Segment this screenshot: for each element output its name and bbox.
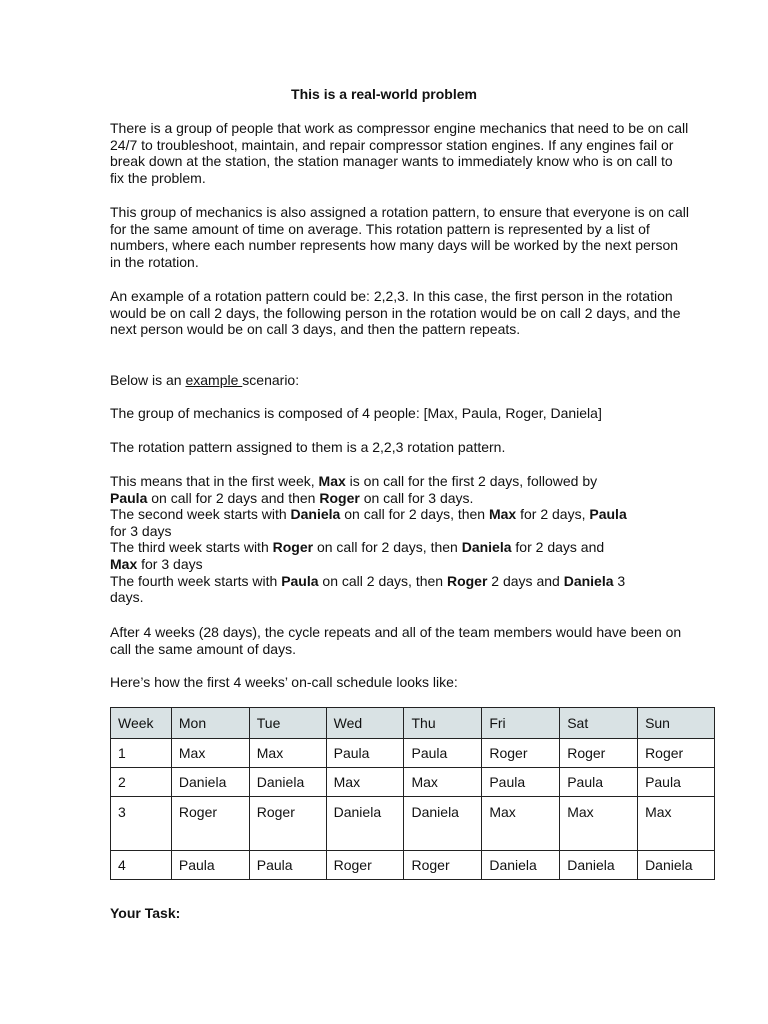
table-cell: Daniela (482, 851, 560, 880)
table-cell: Daniela (249, 768, 326, 797)
week3-desc: The third week starts with Roger on call for 2 days, then Daniela for 2 days and Max for 3 days (110, 539, 605, 572)
header-cell: Mon (171, 708, 249, 739)
table-cell: 4 (111, 851, 172, 880)
schedule-intro: Here’s how the first 4 weeks’ on-call schedule looks like: (110, 674, 458, 690)
header-cell: Sun (638, 708, 715, 739)
weeks-description (110, 473, 630, 606)
group-paragraph: The group of mechanics is composed of 4 people: [Max, Paula, Roger, Daniela] (110, 405, 602, 421)
table-cell: Roger (249, 797, 326, 851)
header-cell: Week (111, 708, 172, 739)
example-intro-pre: Below is an (110, 372, 186, 388)
table-cell: Roger (326, 851, 404, 880)
table-row (111, 768, 715, 797)
intro-paragraph: There is a group of people that work as compressor engine mechanics that need to be on call 24/7 to troubleshoot, maintain, and repair compressor station engines. If any engines fail or break down at the station, the station manager wants to immediately know who is on call to fix the problem. (110, 120, 689, 186)
cycle-paragraph: After 4 weeks (28 days), the cycle repeats and all of the team members would have been on call the same amount of days. (110, 624, 682, 657)
schedule-table (110, 707, 715, 880)
header-cell: Tue (249, 708, 326, 739)
week4-desc: The fourth week starts with Paula on call 2 days, then Roger 2 days and Daniela 3 days. (110, 572, 626, 606)
table-cell: 2 (111, 768, 172, 797)
table-cell: Max (404, 768, 482, 797)
table-cell: 3 (111, 797, 172, 851)
table-cell: Roger (171, 797, 249, 851)
table-cell: Paula (249, 851, 326, 880)
table-row (111, 851, 715, 880)
header-cell: Wed (326, 708, 404, 739)
header-cell: Fri (482, 708, 560, 739)
week2-desc: The second week starts with Daniela on call for 2 days, then Max for 2 days, Paula for 3 days (110, 506, 627, 539)
table-row (111, 739, 715, 768)
table-cell: 1 (111, 739, 172, 768)
table-cell: Max (560, 797, 638, 851)
example-intro-paragraph (110, 372, 690, 389)
pattern-paragraph: The rotation pattern assigned to them is a 2,2,3 rotation pattern. (110, 439, 506, 455)
rotation-paragraph: This group of mechanics is also assigned a rotation pattern, to ensure that everyone is on call for the same amount of time on average. This rotation pattern is represented by a list of numbers, where each number represents how many days will be worked by the next person in the rotation. (110, 204, 689, 270)
table-cell: Paula (326, 739, 404, 768)
example-link: example (185, 372, 243, 388)
table-cell: Paula (404, 739, 482, 768)
table-cell: Max (482, 797, 560, 851)
table-cell: Roger (482, 739, 560, 768)
table-cell: Daniela (326, 797, 404, 851)
table-row (111, 797, 715, 851)
table-cell: Daniela (171, 768, 249, 797)
page-title: This is a real-world problem (291, 86, 477, 102)
table-cell: Daniela (638, 851, 715, 880)
table-cell: Roger (638, 739, 715, 768)
table-cell: Max (171, 739, 249, 768)
week1-desc: This means that in the first week, Max is on call for the first 2 days, followed by Paula on call for 2 days and then Roger on call for 3 days. (110, 473, 598, 506)
table-cell: Max (326, 768, 404, 797)
table-cell: Daniela (404, 797, 482, 851)
header-cell: Sat (560, 708, 638, 739)
table-cell: Paula (638, 768, 715, 797)
table-cell: Paula (560, 768, 638, 797)
table-cell: Roger (404, 851, 482, 880)
table-cell: Max (638, 797, 715, 851)
table-cell: Paula (482, 768, 560, 797)
table-header-row (111, 708, 715, 739)
task-heading: Your Task: (110, 905, 181, 921)
table-cell: Paula (171, 851, 249, 880)
table-cell: Max (249, 739, 326, 768)
example-intro-post: scenario: (242, 372, 300, 388)
table-cell: Roger (560, 739, 638, 768)
example-pattern-paragraph: An example of a rotation pattern could be: 2,2,3. In this case, the first person in the rotation would be on call 2 days, the following person in the rotation would be on call 2 days, and the next person would be on call 3 days, and then the pattern repeats. (110, 288, 681, 338)
header-cell: Thu (404, 708, 482, 739)
table-cell: Daniela (560, 851, 638, 880)
